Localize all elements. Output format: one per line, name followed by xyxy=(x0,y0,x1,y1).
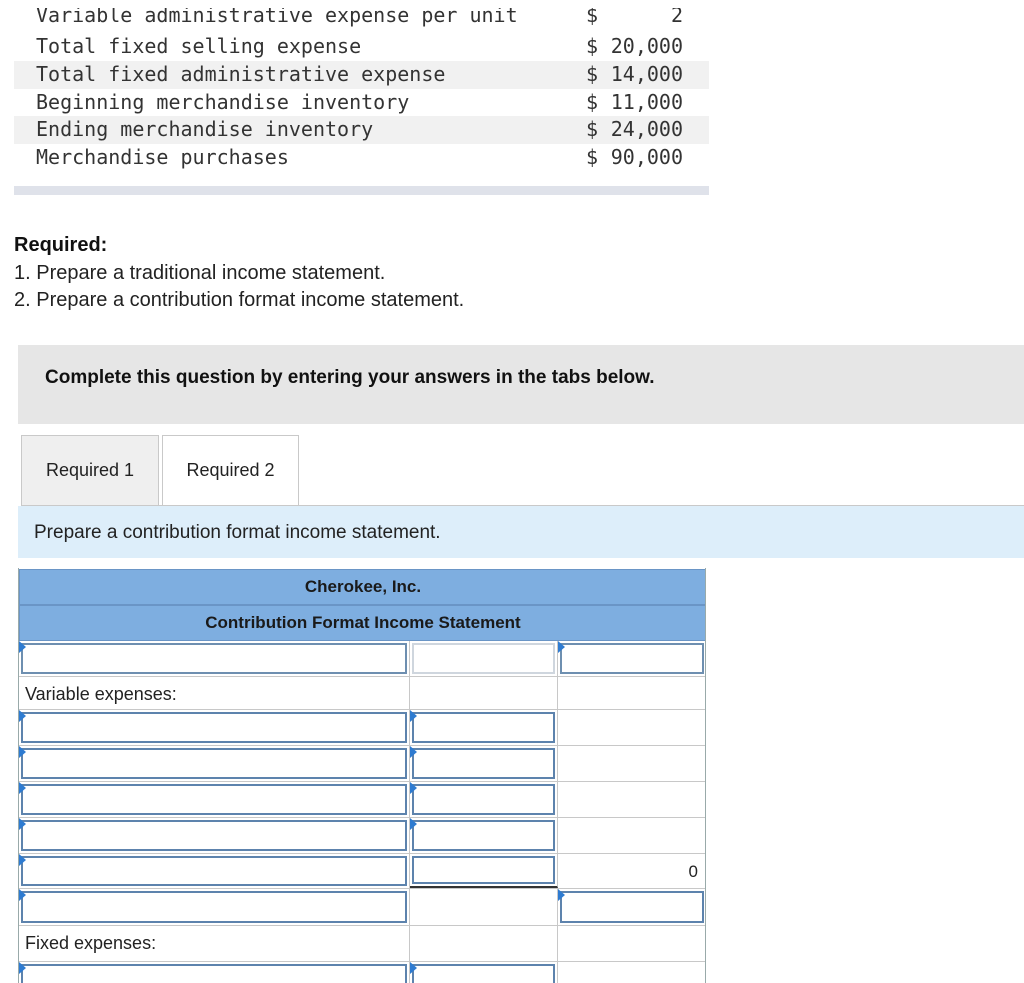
amount-input[interactable] xyxy=(412,643,555,674)
label-cell xyxy=(19,854,410,888)
label-cell xyxy=(19,710,410,745)
dropdown-arrow-icon xyxy=(19,889,26,901)
given-row xyxy=(14,144,709,172)
statement-row xyxy=(19,926,706,962)
instruction-text: Complete this question by entering your answers in the tabs below. xyxy=(45,367,655,388)
required-item: 2. Prepare a contribution format income statement. xyxy=(14,289,465,311)
total-cell xyxy=(558,677,706,709)
statement-row xyxy=(19,710,706,746)
total-cell xyxy=(558,746,706,781)
dropdown-arrow-icon xyxy=(19,710,26,722)
label-cell xyxy=(19,677,410,709)
dropdown-arrow-icon xyxy=(19,782,26,794)
amount-input[interactable] xyxy=(412,856,555,884)
given-value: 14,000 xyxy=(610,61,683,86)
total-cell xyxy=(558,926,706,961)
given-row xyxy=(14,8,709,33)
given-label: Merchandise purchases xyxy=(36,145,289,170)
statement-row xyxy=(19,641,706,677)
given-value: 24,000 xyxy=(610,117,683,142)
given-label: Ending merchandise inventory xyxy=(36,117,374,142)
total-cell xyxy=(558,710,706,745)
label-cell xyxy=(19,926,410,961)
given-row xyxy=(14,33,709,61)
label-cell xyxy=(19,782,410,817)
total-cell xyxy=(558,889,706,925)
amount-cell xyxy=(410,962,558,983)
total-input[interactable] xyxy=(560,891,704,923)
label-dropdown[interactable] xyxy=(21,891,407,923)
total-cell xyxy=(558,854,706,888)
statement-row xyxy=(19,782,706,818)
amount-input[interactable] xyxy=(412,748,555,779)
amount-cell xyxy=(410,889,558,925)
fixed-expenses-label: Fixed expenses: xyxy=(25,933,157,953)
statement-row xyxy=(19,854,706,889)
dollar-sign: $ xyxy=(586,117,599,142)
dropdown-arrow-icon xyxy=(410,818,417,830)
dropdown-arrow-icon xyxy=(558,889,565,901)
dropdown-arrow-icon xyxy=(410,710,417,722)
dropdown-arrow-icon xyxy=(410,746,417,758)
label-dropdown[interactable] xyxy=(21,784,407,815)
statement-row xyxy=(19,818,706,854)
tab-required-1[interactable]: Required 1 xyxy=(21,435,159,505)
given-data-table xyxy=(14,8,709,172)
label-cell xyxy=(19,641,410,676)
given-value: 11,000 xyxy=(610,89,683,114)
amount-cell xyxy=(410,710,558,745)
dropdown-arrow-icon xyxy=(410,962,417,974)
label-cell xyxy=(19,962,410,983)
total-input[interactable] xyxy=(560,643,704,674)
prompt-text: Prepare a contribution format income statement. xyxy=(34,522,441,543)
label-dropdown[interactable] xyxy=(21,643,407,674)
given-row xyxy=(14,116,709,144)
dollar-sign: $ xyxy=(586,89,599,114)
given-label: Beginning merchandise inventory xyxy=(36,89,410,114)
given-value: 2 xyxy=(670,8,683,27)
amount-cell xyxy=(410,782,558,817)
total-variable-expenses-value: 0 xyxy=(688,862,698,881)
income-statement-worksheet xyxy=(18,568,706,983)
given-value: 20,000 xyxy=(610,34,683,58)
amount-input[interactable] xyxy=(412,820,555,851)
label-cell xyxy=(19,889,410,925)
statement-row xyxy=(19,962,706,983)
amount-cell xyxy=(410,818,558,853)
amount-input[interactable] xyxy=(412,784,555,815)
label-dropdown[interactable] xyxy=(21,748,407,779)
amount-input[interactable] xyxy=(412,964,555,983)
amount-input[interactable] xyxy=(412,712,555,743)
statement-row xyxy=(19,677,706,710)
dropdown-arrow-icon xyxy=(19,854,26,866)
dollar-sign: $ xyxy=(586,34,599,58)
amount-cell xyxy=(410,926,558,961)
given-value: 90,000 xyxy=(610,145,683,170)
variable-expenses-label: Variable expenses: xyxy=(25,684,177,704)
tab-prompt xyxy=(18,506,1024,558)
given-label: Total fixed selling expense xyxy=(36,34,362,58)
given-label: Variable administrative expense per unit xyxy=(36,8,518,27)
total-cell xyxy=(558,641,706,676)
amount-cell xyxy=(410,677,558,709)
given-row xyxy=(14,61,709,89)
statement-row xyxy=(19,889,706,926)
dollar-sign: $ xyxy=(586,145,599,170)
dollar-sign: $ xyxy=(586,8,599,27)
dropdown-arrow-icon xyxy=(19,962,26,974)
amount-cell xyxy=(410,746,558,781)
amount-cell xyxy=(410,641,558,676)
company-name: Cherokee, Inc. xyxy=(19,569,706,605)
dropdown-arrow-icon xyxy=(558,641,565,653)
label-dropdown[interactable] xyxy=(21,856,407,886)
label-cell xyxy=(19,746,410,781)
label-cell xyxy=(19,818,410,853)
table-footer-bar xyxy=(14,186,709,195)
statement-row xyxy=(19,746,706,782)
instruction-banner xyxy=(18,345,1024,424)
label-dropdown[interactable] xyxy=(21,712,407,743)
label-dropdown[interactable] xyxy=(21,964,407,983)
dropdown-arrow-icon xyxy=(19,641,26,653)
dropdown-arrow-icon xyxy=(19,818,26,830)
tab-required-2[interactable]: Required 2 xyxy=(162,435,299,505)
given-label: Total fixed administrative expense xyxy=(36,61,446,86)
dropdown-arrow-icon xyxy=(19,746,26,758)
total-cell xyxy=(558,962,706,983)
total-cell xyxy=(558,818,706,853)
required-heading: Required: xyxy=(14,234,108,256)
dropdown-arrow-icon xyxy=(410,782,417,794)
given-row xyxy=(14,89,709,117)
required-item: 1. Prepare a traditional income statement. xyxy=(14,262,386,284)
dollar-sign: $ xyxy=(586,61,599,86)
statement-title: Contribution Format Income Statement xyxy=(19,605,706,641)
amount-cell xyxy=(410,854,558,888)
total-cell xyxy=(558,782,706,817)
label-dropdown[interactable] xyxy=(21,820,407,851)
